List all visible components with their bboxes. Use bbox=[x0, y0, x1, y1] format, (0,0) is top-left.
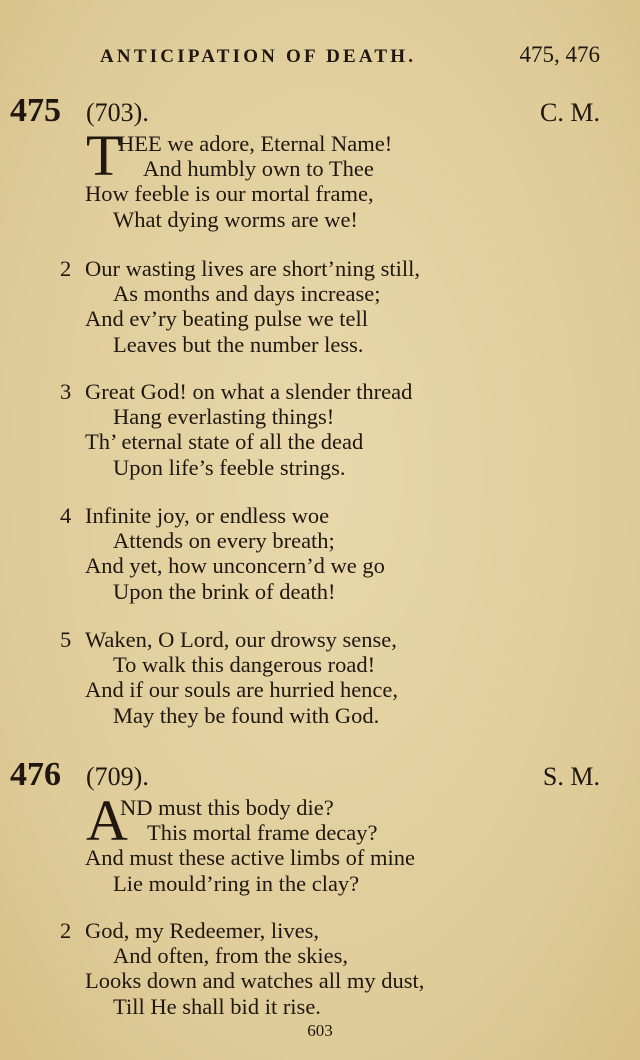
verse-line: God, my Redeemer, lives, bbox=[85, 918, 320, 943]
verse-line: Waken, O Lord, our drowsy sense, bbox=[85, 627, 397, 652]
stanza bbox=[60, 627, 610, 728]
verse-line: Looks down and watches all my dust, bbox=[85, 968, 425, 994]
verse-line: Attends on every breath; bbox=[113, 528, 335, 554]
verse-line: As months and days increase; bbox=[113, 281, 381, 307]
verse-line: And yet, how unconcern’d we go bbox=[85, 553, 385, 579]
verse-line: How feeble is our mortal frame, bbox=[85, 181, 374, 207]
verse-number: 3 bbox=[60, 379, 72, 404]
hymn-reference: (703). bbox=[86, 98, 149, 127]
hymn-reference: (709). bbox=[86, 762, 149, 791]
verse-line: Th’ eternal state of all the dead bbox=[85, 429, 364, 455]
verse-line: And if our souls are hurried hence, bbox=[85, 677, 399, 703]
verse-line: ND must this body die? bbox=[120, 795, 334, 820]
stanza bbox=[60, 379, 610, 480]
verse-line: Great God! on what a slender thread bbox=[85, 379, 413, 404]
verse-line: Our wasting lives are short’ning still, bbox=[85, 256, 420, 281]
verse-line: Upon life’s feeble strings. bbox=[113, 454, 346, 480]
verse-line: This mortal frame decay? bbox=[147, 820, 378, 846]
verse-number: 2 bbox=[60, 918, 72, 943]
hymn-meter: S. M. bbox=[542, 762, 600, 791]
verse-line: Infinite joy, or endless woe bbox=[85, 503, 330, 528]
verse-line: To walk this dangerous road! bbox=[113, 652, 376, 678]
stanza bbox=[60, 123, 610, 232]
running-head bbox=[100, 42, 600, 68]
drop-cap: T bbox=[86, 123, 122, 188]
running-hymn-numbers: 475, 476 bbox=[519, 42, 600, 67]
verse-line: What dying worms are we! bbox=[113, 206, 358, 232]
verse-line: And often, from the skies, bbox=[113, 943, 348, 969]
running-title: ANTICIPATION OF DEATH. bbox=[100, 46, 417, 67]
verse-line: Lie mould’ring in the clay? bbox=[113, 870, 360, 896]
verse-number: 5 bbox=[60, 627, 72, 652]
verse-line: Hang everlasting things! bbox=[113, 404, 335, 430]
verse-line: Till He shall bid it rise. bbox=[113, 993, 321, 1019]
hymn-number: 476 bbox=[10, 756, 61, 793]
drop-cap: A bbox=[86, 788, 128, 853]
verse-number: 4 bbox=[60, 503, 72, 528]
verse-line: HEE we adore, Eternal Name! bbox=[118, 131, 393, 156]
stanza bbox=[60, 256, 610, 357]
hymn-meter: C. M. bbox=[540, 98, 600, 127]
page-number: 603 bbox=[307, 1021, 333, 1040]
stanza bbox=[60, 503, 610, 604]
verse-line: And humbly own to Thee bbox=[143, 156, 374, 182]
verse-number: 2 bbox=[60, 256, 72, 281]
verse-line: Upon the brink of death! bbox=[113, 578, 336, 604]
hymn-number: 475 bbox=[10, 92, 61, 129]
verse-line: May they be found with God. bbox=[113, 702, 380, 728]
verse-line: And ev’ry beating pulse we tell bbox=[85, 306, 369, 332]
verse-line: Leaves but the number less. bbox=[113, 331, 364, 357]
stanza bbox=[60, 788, 610, 896]
verse-line: And must these active limbs of mine bbox=[85, 845, 415, 871]
stanza bbox=[60, 918, 610, 1019]
